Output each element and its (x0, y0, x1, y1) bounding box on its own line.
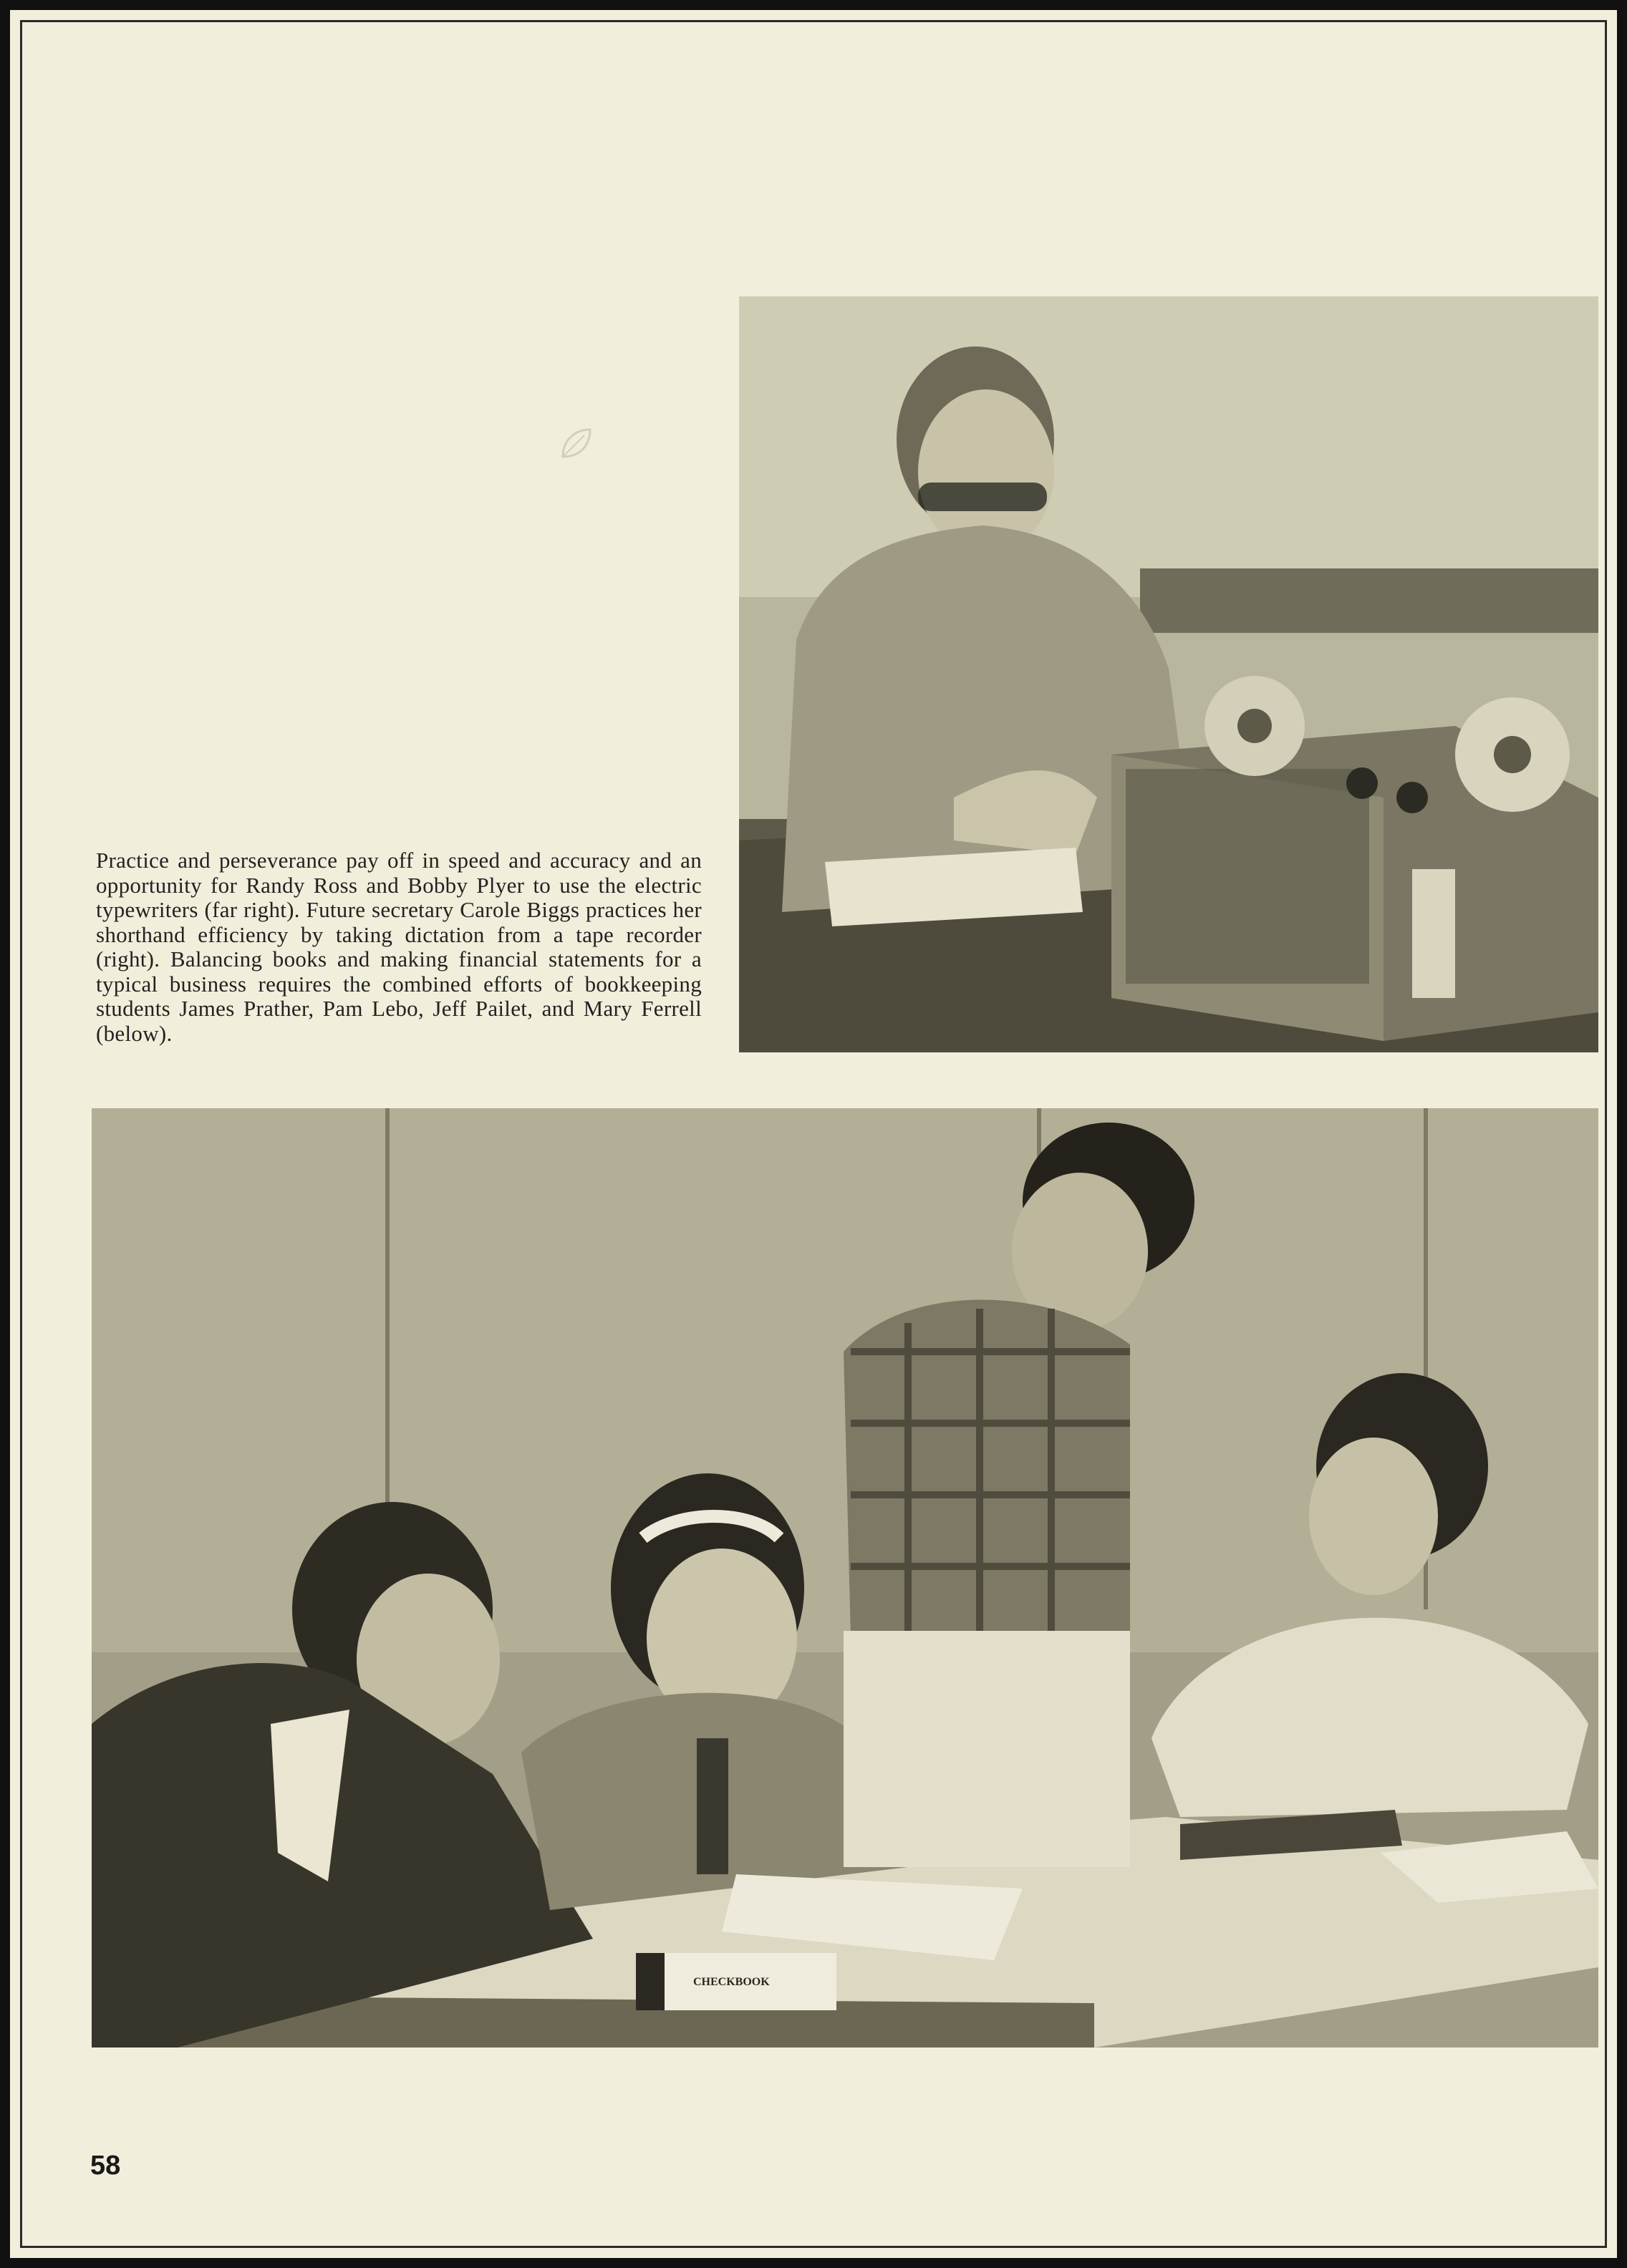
tape-recorder-photo (739, 296, 1598, 1052)
bookkeeping-photo-image (92, 1108, 1598, 2048)
leaf-watermark-icon (556, 424, 596, 464)
bookkeeping-photo (92, 1108, 1598, 2048)
tape-recorder-photo-image (739, 296, 1598, 1052)
photo-caption: Practice and perseverance pay off in speed and accuracy and an opportunity for Randy Ross and Bobby Plyer to use the electric typewriters (far right). Future secretary Carole Biggs practices her shorthand efficiency by taking dictation from a tape recorder (right). Balancing books and making financial statements for a typical business requires the combined efforts of bookkeeping students James Prather, Pam Lebo, Jeff Pailet, and Mary Ferrell (below). (96, 848, 702, 1046)
checkbook-label: CHECKBOOK (693, 1976, 770, 1988)
page-number: 58 (90, 2151, 121, 2181)
